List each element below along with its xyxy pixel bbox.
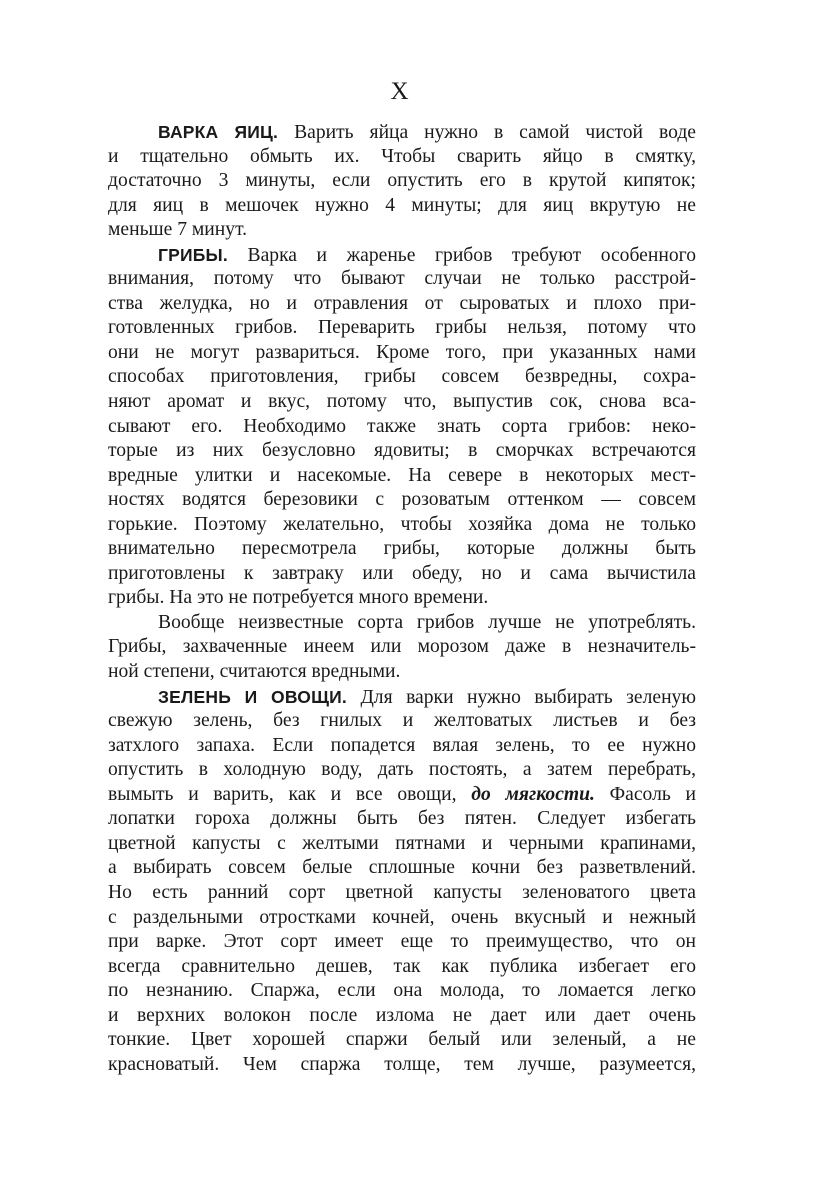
section-heading-greens: ЗЕЛЕНЬ И ОВОЩИ. bbox=[158, 686, 347, 707]
text-line: внимательно пересмотрела грибы, которые должны быть bbox=[108, 538, 696, 560]
text-line: ВАРКА ЯИЦ. Варить яйца нужно в самой чистой воде bbox=[158, 122, 696, 143]
section-heading-mushrooms: ГРИБЫ. bbox=[158, 244, 228, 265]
text-line: и верхних волокон после излома не дает или дает очень bbox=[108, 1004, 696, 1026]
text-line: сывают его. Необходимо также знать сорта грибов: неко- bbox=[108, 415, 696, 437]
text-line: цветной капусты с желтыми пятнами и черными крапинами, bbox=[108, 832, 696, 854]
text-line: Грибы, захваченные инеем или морозом даже в незначитель- bbox=[108, 636, 696, 658]
paragraph-mushrooms bbox=[108, 243, 696, 611]
paragraph-unknown-mushrooms bbox=[108, 611, 696, 685]
text-line: приготовлены к завтраку или обеду, но и сама вычистила bbox=[108, 562, 696, 584]
text-line: всегда сравнительно дешев, так как публика избегает его bbox=[108, 955, 696, 977]
text-line: готовленных грибов. Переварить грибы нельзя, потому что bbox=[108, 317, 696, 339]
paragraph-greens-vegetables bbox=[108, 685, 696, 1078]
emphasized-phrase: до мягкости. bbox=[471, 783, 595, 805]
text-line: внимания, потому что бывают случаи не только расстрой- bbox=[108, 268, 696, 290]
text-line: няют аромат и вкус, потому что, выпустив сок, снова вса- bbox=[108, 391, 696, 413]
text-line: ностях водятся березовики с розоватым оттенком — совсем bbox=[108, 489, 696, 511]
text-line: торые из них безусловно ядовиты; в сморчках встречаются bbox=[108, 440, 696, 462]
text-line: по незнанию. Спаржа, если она молода, то ломается легко bbox=[108, 980, 696, 1002]
text-line: ЗЕЛЕНЬ И ОВОЩИ. Для варки нужно выбирать зеленую bbox=[158, 686, 696, 708]
text-line: ГРИБЫ. Варка и жаренье грибов требуют особенного bbox=[158, 244, 696, 266]
page-text bbox=[108, 120, 696, 1077]
text-line: меньше 7 минут. bbox=[108, 219, 248, 241]
text-line: свежую зелень, без гнилых и желтоватых листьев и без bbox=[108, 710, 696, 732]
section-heading-eggs: ВАРКА ЯИЦ. bbox=[158, 122, 279, 142]
text-line: а выбирать совсем белые сплошные кочни без разветвлений. bbox=[108, 857, 696, 879]
page-number: X bbox=[390, 78, 410, 105]
text-line: тонкие. Цвет хорошей спаржи белый или зеленый, а не bbox=[108, 1029, 696, 1051]
text-line: опустить в холодную воду, дать постоять, а затем перебрать, bbox=[108, 759, 696, 781]
text-line: с раздельными отростками кочней, очень вкусный и нежный bbox=[108, 906, 696, 928]
text-line: затхлого запаха. Если попадется вялая зелень, то ее нужно bbox=[108, 734, 696, 756]
text-line: грибы. На это не потребуется много времени. bbox=[108, 587, 489, 609]
text-line: лопатки гороха должны быть без пятен. Следует избегать bbox=[108, 808, 696, 830]
text-line: ной степени, считаются вредными. bbox=[108, 661, 401, 683]
text-line: для яиц в мешочек нужно 4 минуты; для яиц вкрутую не bbox=[108, 194, 696, 216]
text-line: горькие. Поэтому желательно, чтобы хозяйка дома не только bbox=[108, 513, 696, 535]
text-line: Но есть ранний сорт цветной капусты зеленоватого цвета bbox=[108, 881, 696, 903]
text-line: они не могут развариться. Кроме того, при указанных нами bbox=[108, 341, 696, 363]
text-line: при варке. Этот сорт имеет еще то преимущество, что он bbox=[108, 931, 696, 953]
paragraph-egg-boiling bbox=[108, 120, 696, 243]
text-line: Вообще неизвестные сорта грибов лучше не употреблять. bbox=[158, 611, 696, 633]
text-line: вымыть и варить, как и все овощи, до мягкости. Фасоль и bbox=[108, 783, 696, 805]
text-line: и тщательно обмыть их. Чтобы сварить яйцо в смятку, bbox=[108, 145, 696, 167]
text-line: способах приготовления, грибы совсем безвредны, сохра- bbox=[108, 366, 696, 388]
text-line: достаточно 3 минуты, если опустить его в крутой кипяток; bbox=[108, 170, 696, 192]
text-line: красноватый. Чем спаржа толще, тем лучше, разумеется, bbox=[108, 1053, 696, 1075]
text-line: ства желудка, но и отравления от сыроватых и плохо при- bbox=[108, 292, 696, 314]
text-line: вредные улитки и насекомые. На севере в некоторых мест- bbox=[108, 464, 696, 486]
